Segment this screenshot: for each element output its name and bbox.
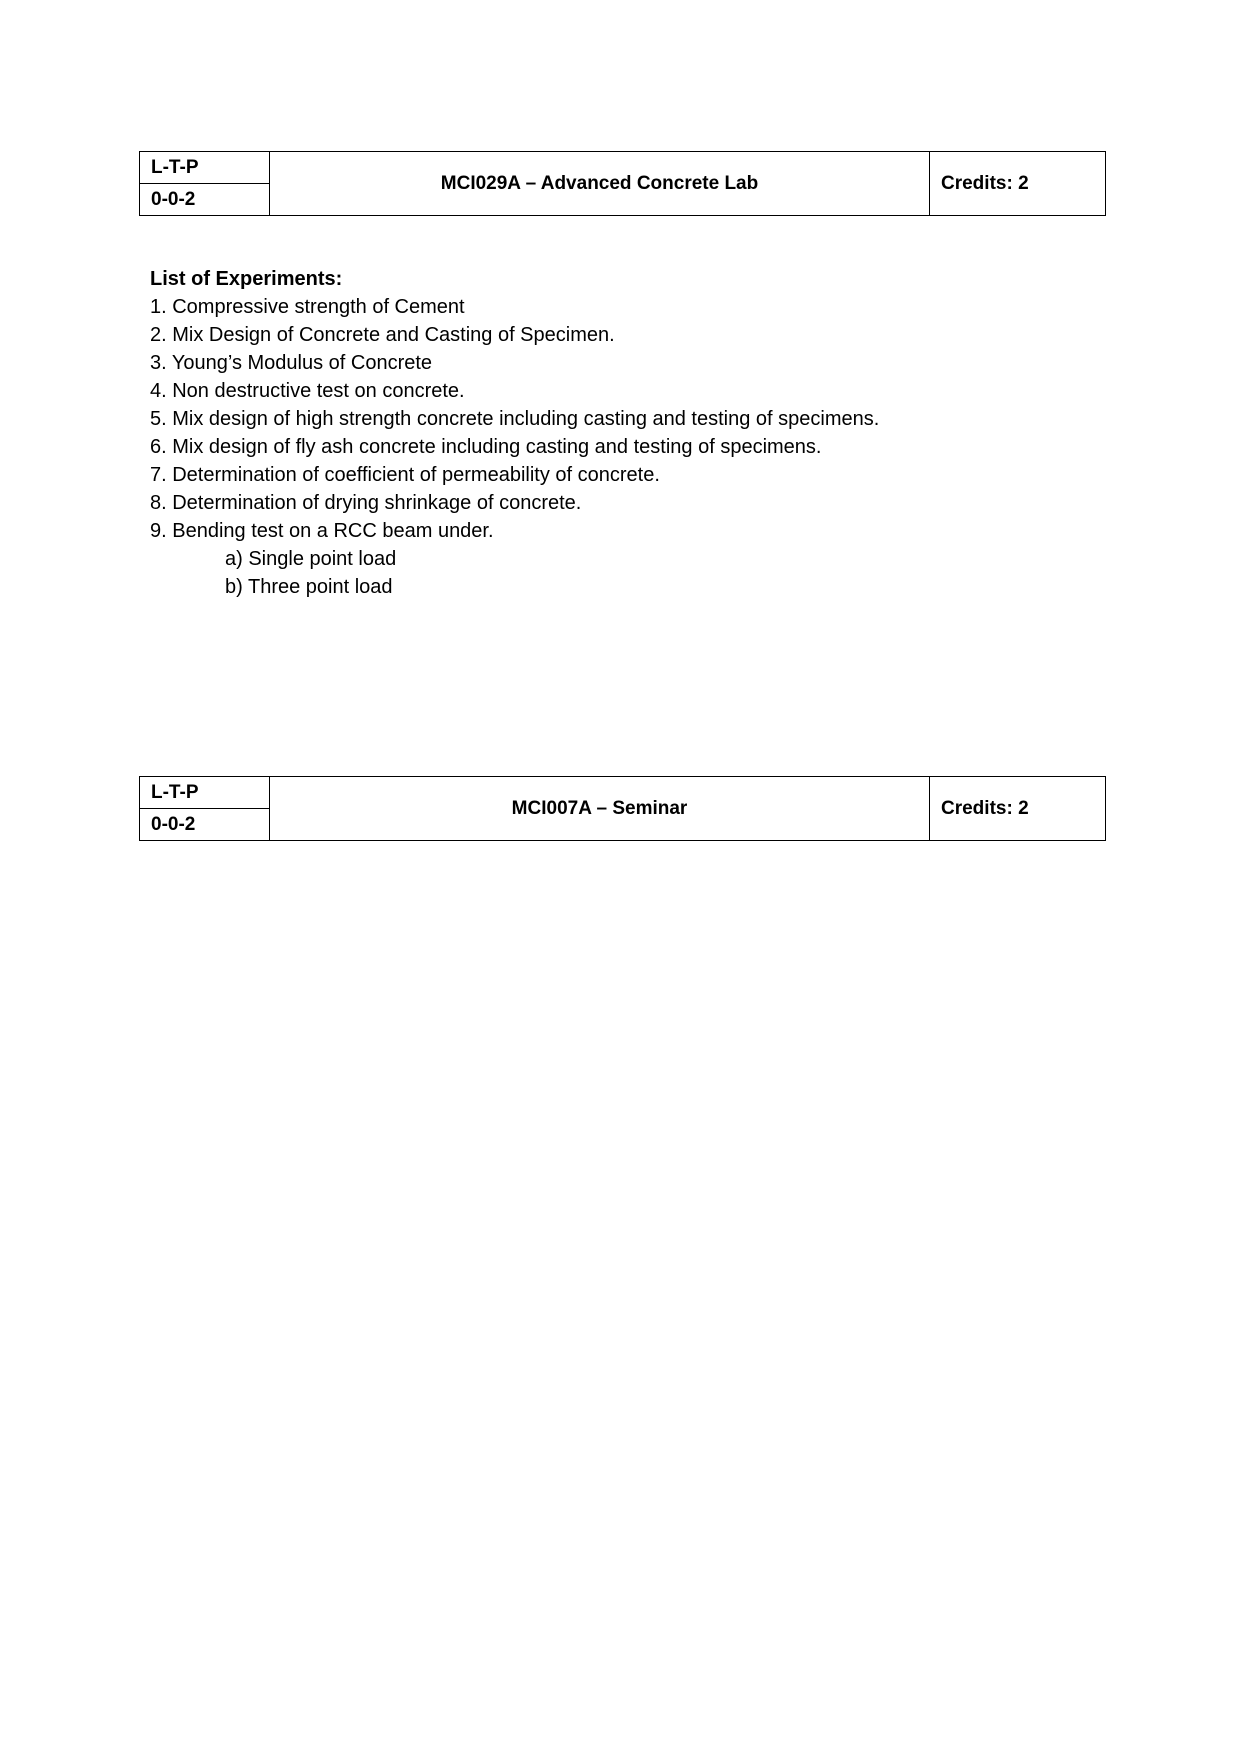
experiment-list: [150, 265, 879, 601]
list-item: 3. Young’s Modulus of Concrete: [150, 352, 433, 374]
ltp-value: 0-0-2: [140, 184, 270, 216]
experiment-list-heading: List of Experiments:: [150, 268, 343, 290]
course-header-table: [139, 151, 1106, 216]
ltp-label: L-T-P: [140, 152, 270, 184]
course-credits: Credits: 2: [930, 152, 1106, 216]
course-title: MCI029A – Advanced Concrete Lab: [270, 152, 930, 216]
course-header-table: [139, 776, 1106, 841]
course-credits: Credits: 2: [930, 777, 1106, 841]
list-item: 2. Mix Design of Concrete and Casting of Specimen.: [150, 324, 615, 346]
list-item: 5. Mix design of high strength concrete including casting and testing of specimens.: [150, 408, 880, 430]
list-item: 6. Mix design of fly ash concrete including casting and testing of specimens.: [150, 436, 822, 458]
list-item: 7. Determination of coefficient of permeability of concrete.: [150, 464, 660, 486]
sub-list-item: b) Three point load: [225, 576, 393, 598]
ltp-label: L-T-P: [140, 777, 270, 809]
list-item: 4. Non destructive test on concrete.: [150, 380, 465, 402]
sub-list-item: a) Single point load: [225, 548, 397, 570]
course-title: MCI007A – Seminar: [270, 777, 930, 841]
list-item: 8. Determination of drying shrinkage of concrete.: [150, 492, 582, 514]
list-item: 9. Bending test on a RCC beam under.: [150, 520, 494, 542]
ltp-value: 0-0-2: [140, 809, 270, 841]
list-item: 1. Compressive strength of Cement: [150, 296, 465, 318]
